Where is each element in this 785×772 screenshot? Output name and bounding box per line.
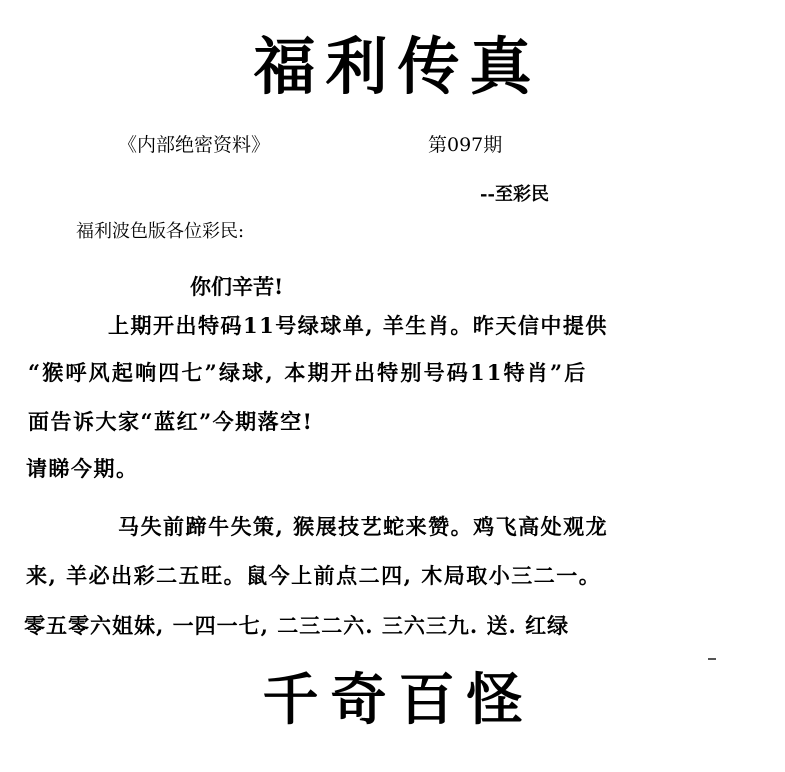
body-line-3: 面告诉大家“蓝红”今期落空! xyxy=(28,409,314,434)
author-signature: --至彩民 xyxy=(480,184,549,205)
page-title: 福利传真 xyxy=(253,30,542,103)
body-line-1: 上期开出特码11号绿球单, 羊生肖。昨天信中提供 xyxy=(108,313,608,338)
letter-salutation: 你们辛苦! xyxy=(190,274,284,299)
footer-title: 千奇百怪 xyxy=(262,667,535,733)
body-line-6: 来, 羊必出彩二五旺。鼠今上前点二四, 木局取小三二一。 xyxy=(26,563,602,588)
body-line-5: 马失前蹄牛失策, 猴展技艺蛇来赞。鸡飞高处观龙 xyxy=(118,514,609,539)
document-subtitle: 《内部绝密资料》 xyxy=(118,134,271,156)
body-line-2: “猴呼风起响四七”绿球, 本期开出特别号码11特肖”后 xyxy=(28,360,588,385)
divider-mark xyxy=(708,658,716,660)
letter-greeting: 福利波色版各位彩民: xyxy=(76,221,245,242)
body-line-7: 零五零六姐妹, 一四一七, 二三二六. 三六三九. 送. 红绿 xyxy=(24,613,570,638)
body-line-4: 请睇今期。 xyxy=(26,456,139,481)
issue-number: 第097期 xyxy=(428,134,503,156)
